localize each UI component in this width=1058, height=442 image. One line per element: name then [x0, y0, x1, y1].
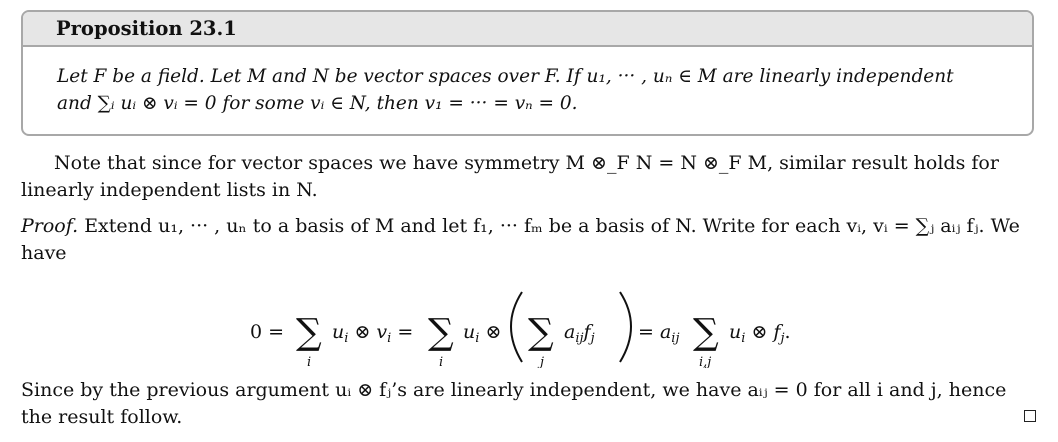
- eq-sum-4: ∑: [693, 312, 719, 353]
- proposition-line-2: and ∑ᵢ uᵢ ⊗ vᵢ = 0 for some vᵢ ∈ N, then v₁ = ··· = vₙ = 0.: [57, 93, 578, 114]
- note-paragraph: Note that since for vector spaces we have symmetry M ⊗_F N = N ⊗_F M, similar result holds for linearly independent lists in N.: [21, 152, 999, 201]
- eq-sum-1-index: i: [307, 355, 312, 368]
- eq-term-3: $a_{ij}f_j$: [564, 321, 595, 346]
- eq-sum-4-index: i,j: [699, 355, 712, 368]
- proof-text: Extend u₁, ··· , uₙ to a basis of M and let f₁, ··· fₘ be a basis of N. Write for each vᵢ, vᵢ = ∑ⱼ aᵢⱼ fⱼ. We have: [21, 215, 1020, 264]
- eq-zero: 0 =: [250, 321, 285, 343]
- eq-sum-2: ∑: [428, 312, 454, 353]
- proposition-box: [21, 10, 1034, 136]
- eq-term-5: $u_i$ ⊗ $f_j$.: [729, 321, 791, 346]
- proposition-line-1: Let F be a field. Let M and N be vector spaces over F. If u₁, ··· , uₙ ∈ M are linearly independent: [57, 66, 954, 87]
- display-equation: [0, 286, 1058, 368]
- eq-term-2: $u_i$ ⊗: [463, 321, 502, 346]
- proposition-statement: [23, 47, 1032, 117]
- eq-term-4: = $a_{ij}$: [638, 321, 680, 346]
- eq-left-paren: [511, 292, 522, 362]
- conclusion-paragraph: Since by the previous argument uᵢ ⊗ fⱼ’s are linearly independent, we have aᵢⱼ = 0 for all i and j, hence the result follow.: [21, 379, 1007, 428]
- proposition-title: Proposition 23.1: [23, 12, 1032, 47]
- eq-right-paren: [620, 292, 631, 362]
- proof-label: Proof.: [21, 215, 79, 237]
- eq-sum-3: ∑: [528, 312, 554, 353]
- proof-paragraph: [21, 213, 1037, 267]
- eq-sum-3-index: j: [540, 355, 545, 368]
- eq-sum-2-index: i: [439, 355, 444, 368]
- eq-sum-1: ∑: [296, 312, 322, 353]
- qed-square-icon: [1024, 410, 1036, 422]
- eq-term-1: $u_i$ ⊗ $v_i$ =: [332, 321, 414, 346]
